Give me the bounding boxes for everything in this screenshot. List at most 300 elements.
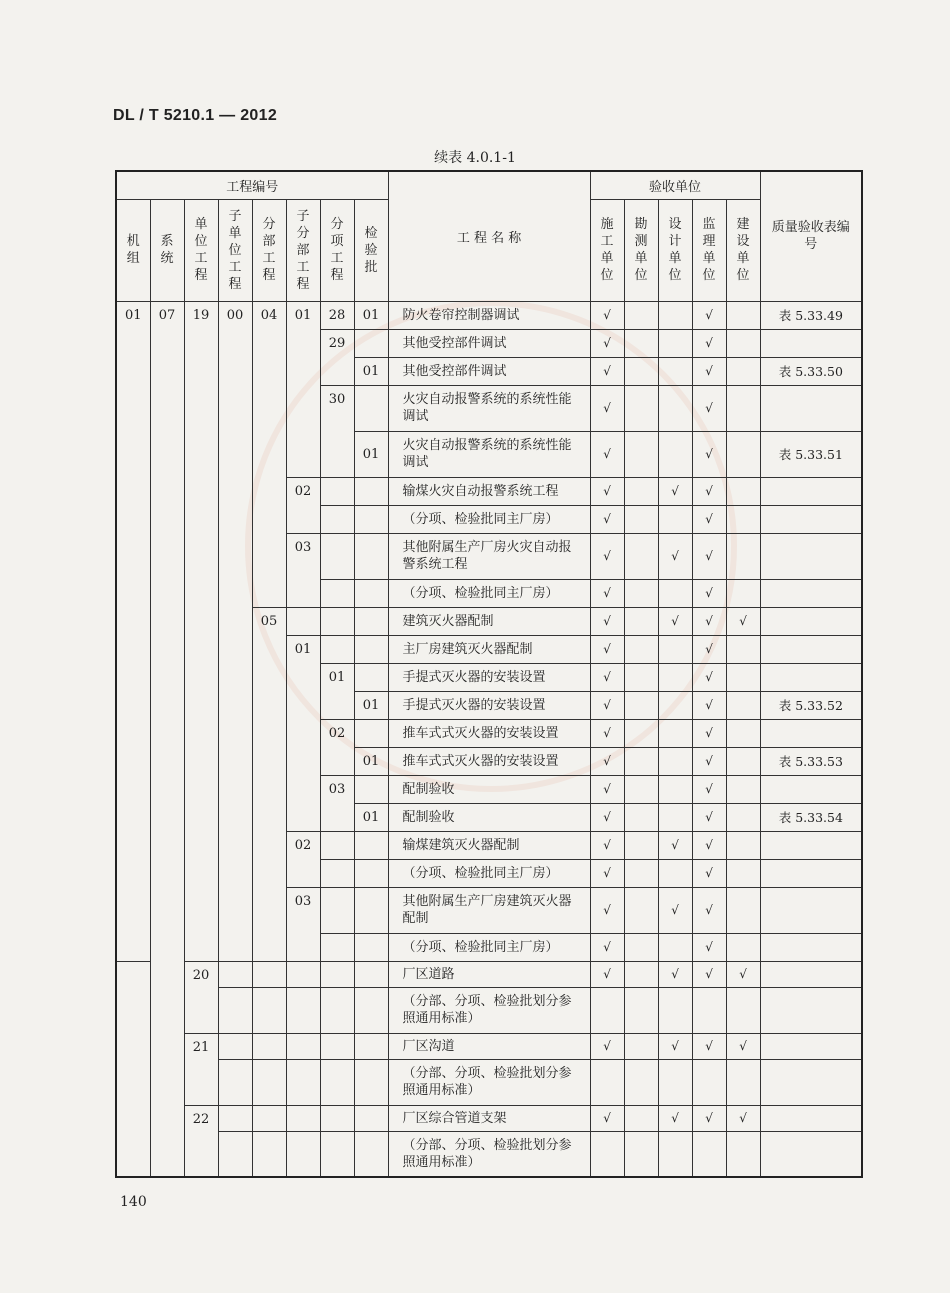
work-name-cell: 其他受控部件调试 <box>388 329 590 357</box>
inspection-lot-cell: 01 <box>354 691 388 719</box>
owner-check <box>726 505 760 533</box>
inspection-lot-cell <box>354 385 388 431</box>
sub-unit-work-cell <box>218 1059 252 1105</box>
form-number-cell: 表 5.33.51 <box>760 431 862 477</box>
inspection-lot-cell <box>354 775 388 803</box>
work-name-cell: （分部、分项、检验批划分参照通用标准） <box>388 987 590 1033</box>
owner-check <box>726 691 760 719</box>
supervision-check: √ <box>692 775 726 803</box>
inspection-lot-cell <box>354 831 388 859</box>
owner-check <box>726 663 760 691</box>
division-work-cell <box>252 1131 286 1177</box>
supervision-check: √ <box>692 505 726 533</box>
design-check <box>658 1131 692 1177</box>
construction-check: √ <box>590 607 624 635</box>
construction-check <box>590 1059 624 1105</box>
table-row <box>116 301 862 329</box>
form-number-cell <box>760 859 862 887</box>
inspection-lot-cell <box>354 961 388 987</box>
inspection-lot-cell <box>354 663 388 691</box>
inspection-lot-cell <box>354 505 388 533</box>
supervision-check: √ <box>692 533 726 579</box>
sub-unit-work-header: 子单位工程 <box>218 199 252 301</box>
work-name-cell: 其他附属生产厂房建筑灭火器配制 <box>388 887 590 933</box>
sub-division-work-cell <box>286 1105 320 1131</box>
survey-check <box>624 831 658 859</box>
construction-check: √ <box>590 1105 624 1131</box>
construction-check: √ <box>590 747 624 775</box>
construction-check: √ <box>590 887 624 933</box>
item-work-cell <box>320 477 354 505</box>
inspection-lot-cell <box>354 533 388 579</box>
inspection-lot-cell: 01 <box>354 747 388 775</box>
sub-division-work-cell: 03 <box>286 887 320 961</box>
construction-check: √ <box>590 663 624 691</box>
design-check <box>658 859 692 887</box>
survey-check <box>624 691 658 719</box>
form-number-cell <box>760 887 862 933</box>
item-work-cell <box>320 1131 354 1177</box>
inspection-lot-cell <box>354 1033 388 1059</box>
unit-work-cell: 21 <box>184 1033 218 1105</box>
table-row <box>116 1105 862 1131</box>
owner-check <box>726 831 760 859</box>
survey-check <box>624 357 658 385</box>
construction-check: √ <box>590 533 624 579</box>
work-name-cell: （分部、分项、检验批划分参照通用标准） <box>388 1131 590 1177</box>
sub-unit-work-cell <box>218 987 252 1033</box>
survey-check <box>624 635 658 663</box>
owner-check <box>726 1131 760 1177</box>
construction-check: √ <box>590 477 624 505</box>
design-check <box>658 775 692 803</box>
inspection-lot-cell <box>354 635 388 663</box>
owner-check <box>726 775 760 803</box>
survey-check <box>624 859 658 887</box>
work-breakdown-table <box>115 170 863 1178</box>
construction-check: √ <box>590 803 624 831</box>
item-work-cell: 30 <box>320 385 354 477</box>
survey-check <box>624 987 658 1033</box>
design-check <box>658 803 692 831</box>
construction-check: √ <box>590 579 624 607</box>
owner-check <box>726 431 760 477</box>
item-work-cell <box>320 505 354 533</box>
inspection-lot-cell: 01 <box>354 357 388 385</box>
design-check <box>658 719 692 747</box>
survey-check <box>624 533 658 579</box>
design-check: √ <box>658 831 692 859</box>
construction-check <box>590 987 624 1033</box>
work-name-cell: 其他受控部件调试 <box>388 357 590 385</box>
unit-header: 机组 <box>116 199 150 301</box>
sub-unit-work-cell: 00 <box>218 301 252 961</box>
design-check: √ <box>658 607 692 635</box>
survey-check <box>624 431 658 477</box>
form-number-cell <box>760 579 862 607</box>
supervision-check: √ <box>692 579 726 607</box>
table-row <box>116 961 862 987</box>
survey-check <box>624 607 658 635</box>
division-work-cell <box>252 987 286 1033</box>
construction-check: √ <box>590 301 624 329</box>
item-work-cell <box>320 859 354 887</box>
work-name-cell: 手提式灭火器的安装设置 <box>388 663 590 691</box>
inspection-lot-cell <box>354 1105 388 1131</box>
design-check: √ <box>658 477 692 505</box>
item-work-cell <box>320 933 354 961</box>
owner-unit-header: 建设单位 <box>726 199 760 301</box>
form-number-cell <box>760 775 862 803</box>
work-name-cell: 火灾自动报警系统的系统性能调试 <box>388 431 590 477</box>
sub-division-work-cell <box>286 987 320 1033</box>
unit-work-cell: 20 <box>184 961 218 1033</box>
survey-check <box>624 663 658 691</box>
item-work-cell <box>320 1105 354 1131</box>
survey-check <box>624 477 658 505</box>
supervision-check: √ <box>692 961 726 987</box>
design-check <box>658 431 692 477</box>
supervision-check: √ <box>692 859 726 887</box>
survey-check <box>624 1059 658 1105</box>
work-name-cell: 其他附属生产厂房火灾自动报警系统工程 <box>388 533 590 579</box>
supervision-check: √ <box>692 887 726 933</box>
inspection-lot-cell <box>354 933 388 961</box>
form-number-cell: 表 5.33.52 <box>760 691 862 719</box>
form-number-cell <box>760 663 862 691</box>
form-number-cell <box>760 477 862 505</box>
work-name-cell: （分项、检验批同主厂房） <box>388 933 590 961</box>
form-number-cell: 表 5.33.49 <box>760 301 862 329</box>
item-work-cell: 29 <box>320 329 354 385</box>
owner-check: √ <box>726 1033 760 1059</box>
item-work-header: 分项工程 <box>320 199 354 301</box>
sub-division-work-cell: 01 <box>286 635 320 831</box>
inspection-lot-header: 检验批 <box>354 199 388 301</box>
unit-cell: 01 <box>116 301 150 961</box>
table-row <box>116 1033 862 1059</box>
item-work-cell <box>320 987 354 1033</box>
supervision-check <box>692 1059 726 1105</box>
design-check: √ <box>658 1033 692 1059</box>
work-name-cell: 火灾自动报警系统的系统性能调试 <box>388 385 590 431</box>
item-work-cell <box>320 579 354 607</box>
owner-check <box>726 477 760 505</box>
form-number-cell <box>760 961 862 987</box>
form-number-header: 质量验收表编号 <box>760 171 862 301</box>
survey-check <box>624 579 658 607</box>
survey-check <box>624 719 658 747</box>
design-check <box>658 301 692 329</box>
construction-check: √ <box>590 505 624 533</box>
construction-check: √ <box>590 933 624 961</box>
work-name-cell: 防火卷帘控制器调试 <box>388 301 590 329</box>
construction-check: √ <box>590 859 624 887</box>
supervision-check: √ <box>692 803 726 831</box>
supervision-check: √ <box>692 663 726 691</box>
work-name-cell: 厂区沟道 <box>388 1033 590 1059</box>
item-work-cell <box>320 831 354 859</box>
survey-check <box>624 1131 658 1177</box>
sub-division-work-cell: 02 <box>286 477 320 533</box>
design-check: √ <box>658 533 692 579</box>
inspection-lot-cell: 01 <box>354 803 388 831</box>
table-row <box>116 1131 862 1177</box>
work-name-cell: 配制验收 <box>388 803 590 831</box>
inspection-lot-cell <box>354 329 388 357</box>
design-check <box>658 357 692 385</box>
supervision-check: √ <box>692 301 726 329</box>
inspection-lot-cell: 01 <box>354 301 388 329</box>
unit-work-cell: 19 <box>184 301 218 961</box>
form-number-cell <box>760 635 862 663</box>
division-work-cell: 04 <box>252 301 286 607</box>
design-check <box>658 691 692 719</box>
item-work-cell <box>320 961 354 987</box>
construction-check: √ <box>590 385 624 431</box>
construction-check: √ <box>590 1033 624 1059</box>
table-row <box>116 1059 862 1105</box>
inspection-lot-cell <box>354 1059 388 1105</box>
system-header: 系统 <box>150 199 184 301</box>
design-check: √ <box>658 961 692 987</box>
item-work-cell <box>320 1059 354 1105</box>
form-number-cell <box>760 1059 862 1105</box>
work-name-cell: 建筑灭火器配制 <box>388 607 590 635</box>
survey-check <box>624 1105 658 1131</box>
sub-division-work-cell <box>286 1033 320 1059</box>
supervision-check: √ <box>692 477 726 505</box>
form-number-cell <box>760 533 862 579</box>
division-work-cell <box>252 1105 286 1131</box>
form-number-cell: 表 5.33.50 <box>760 357 862 385</box>
item-work-cell <box>320 533 354 579</box>
sub-division-work-cell <box>286 607 320 635</box>
construction-check: √ <box>590 635 624 663</box>
construction-unit-header: 施工单位 <box>590 199 624 301</box>
item-work-cell <box>320 607 354 635</box>
supervision-check <box>692 987 726 1033</box>
form-number-cell: 表 5.33.53 <box>760 747 862 775</box>
work-name-cell: 输煤火灾自动报警系统工程 <box>388 477 590 505</box>
design-check <box>658 635 692 663</box>
work-name-cell: （分项、检验批同主厂房） <box>388 579 590 607</box>
page-number: 140 <box>120 1194 147 1210</box>
sub-division-work-cell: 03 <box>286 533 320 607</box>
work-name-cell: 推车式式灭火器的安装设置 <box>388 719 590 747</box>
design-check <box>658 987 692 1033</box>
owner-check <box>726 357 760 385</box>
survey-check <box>624 329 658 357</box>
supervision-check: √ <box>692 431 726 477</box>
work-name-cell: 厂区综合管道支架 <box>388 1105 590 1131</box>
supervision-check <box>692 1131 726 1177</box>
division-work-cell <box>252 961 286 987</box>
form-number-cell <box>760 385 862 431</box>
work-name-cell: （分部、分项、检验批划分参照通用标准） <box>388 1059 590 1105</box>
work-name-cell: （分项、检验批同主厂房） <box>388 505 590 533</box>
design-check <box>658 747 692 775</box>
owner-check <box>726 803 760 831</box>
construction-check: √ <box>590 431 624 477</box>
inspection-lot-cell: 01 <box>354 431 388 477</box>
owner-check: √ <box>726 1105 760 1131</box>
item-work-cell <box>320 1033 354 1059</box>
unit-work-header: 单位工程 <box>184 199 218 301</box>
work-name-cell: 推车式式灭火器的安装设置 <box>388 747 590 775</box>
design-check <box>658 329 692 357</box>
item-work-cell: 02 <box>320 719 354 775</box>
unit-work-cell: 22 <box>184 1105 218 1177</box>
unit-cell <box>116 961 150 1177</box>
design-check <box>658 385 692 431</box>
division-work-cell <box>252 1033 286 1059</box>
table-title: 续表 4.0.1-1 <box>434 150 516 166</box>
sub-unit-work-cell <box>218 1105 252 1131</box>
owner-check <box>726 579 760 607</box>
sub-division-work-cell <box>286 961 320 987</box>
owner-check <box>726 301 760 329</box>
division-work-header: 分部工程 <box>252 199 286 301</box>
design-check <box>658 663 692 691</box>
form-number-cell <box>760 607 862 635</box>
owner-check <box>726 887 760 933</box>
construction-check: √ <box>590 691 624 719</box>
sub-unit-work-cell <box>218 1033 252 1059</box>
construction-check <box>590 1131 624 1177</box>
owner-check: √ <box>726 607 760 635</box>
system-cell: 07 <box>150 301 184 1177</box>
design-check <box>658 579 692 607</box>
group-numbering-header: 工程编号 <box>116 171 388 199</box>
survey-unit-header: 勘测单位 <box>624 199 658 301</box>
owner-check <box>726 859 760 887</box>
sub-division-work-cell <box>286 1131 320 1177</box>
work-name-cell: 输煤建筑灭火器配制 <box>388 831 590 859</box>
inspection-lot-cell <box>354 579 388 607</box>
inspection-lot-cell <box>354 719 388 747</box>
owner-check <box>726 329 760 357</box>
supervision-check: √ <box>692 357 726 385</box>
owner-check <box>726 987 760 1033</box>
construction-check: √ <box>590 329 624 357</box>
form-number-cell <box>760 505 862 533</box>
survey-check <box>624 961 658 987</box>
inspection-lot-cell <box>354 859 388 887</box>
owner-check <box>726 719 760 747</box>
supervision-check: √ <box>692 635 726 663</box>
survey-check <box>624 301 658 329</box>
survey-check <box>624 747 658 775</box>
construction-check: √ <box>590 357 624 385</box>
inspection-lot-cell <box>354 887 388 933</box>
sub-division-work-header: 子分部工程 <box>286 199 320 301</box>
work-name-cell: 配制验收 <box>388 775 590 803</box>
supervision-unit-header: 监理单位 <box>692 199 726 301</box>
acceptance-units-header: 验收单位 <box>590 171 760 199</box>
standard-code: DL / T 5210.1 — 2012 <box>113 107 278 124</box>
owner-check: √ <box>726 961 760 987</box>
design-check: √ <box>658 1105 692 1131</box>
inspection-lot-cell <box>354 987 388 1033</box>
work-name-cell: 主厂房建筑灭火器配制 <box>388 635 590 663</box>
survey-check <box>624 887 658 933</box>
supervision-check: √ <box>692 385 726 431</box>
item-work-cell <box>320 635 354 663</box>
form-number-cell <box>760 329 862 357</box>
form-number-cell <box>760 1131 862 1177</box>
table-row <box>116 987 862 1033</box>
supervision-check: √ <box>692 933 726 961</box>
survey-check <box>624 775 658 803</box>
survey-check <box>624 803 658 831</box>
supervision-check: √ <box>692 831 726 859</box>
survey-check <box>624 933 658 961</box>
supervision-check: √ <box>692 329 726 357</box>
division-work-cell: 05 <box>252 607 286 961</box>
survey-check <box>624 1033 658 1059</box>
supervision-check: √ <box>692 719 726 747</box>
item-work-cell <box>320 887 354 933</box>
work-name-cell: 手提式灭火器的安装设置 <box>388 691 590 719</box>
supervision-check: √ <box>692 1033 726 1059</box>
survey-check <box>624 505 658 533</box>
construction-check: √ <box>590 719 624 747</box>
design-unit-header: 设计单位 <box>658 199 692 301</box>
owner-check <box>726 385 760 431</box>
inspection-lot-cell <box>354 1131 388 1177</box>
supervision-check: √ <box>692 691 726 719</box>
form-number-cell: 表 5.33.54 <box>760 803 862 831</box>
item-work-cell: 28 <box>320 301 354 329</box>
survey-check <box>624 385 658 431</box>
form-number-cell <box>760 719 862 747</box>
form-number-cell <box>760 1033 862 1059</box>
supervision-check: √ <box>692 747 726 775</box>
form-number-cell <box>760 933 862 961</box>
owner-check <box>726 635 760 663</box>
design-check: √ <box>658 887 692 933</box>
owner-check <box>726 747 760 775</box>
work-name-cell: （分项、检验批同主厂房） <box>388 859 590 887</box>
construction-check: √ <box>590 775 624 803</box>
form-number-cell <box>760 1105 862 1131</box>
sub-division-work-cell: 02 <box>286 831 320 887</box>
item-work-cell: 03 <box>320 775 354 831</box>
design-check <box>658 1059 692 1105</box>
inspection-lot-cell <box>354 477 388 505</box>
construction-check: √ <box>590 961 624 987</box>
owner-check <box>726 1059 760 1105</box>
sub-division-work-cell <box>286 1059 320 1105</box>
supervision-check: √ <box>692 607 726 635</box>
item-work-cell: 01 <box>320 663 354 719</box>
owner-check <box>726 533 760 579</box>
sub-unit-work-cell <box>218 961 252 987</box>
supervision-check: √ <box>692 1105 726 1131</box>
construction-check: √ <box>590 831 624 859</box>
sub-unit-work-cell <box>218 1131 252 1177</box>
form-number-cell <box>760 987 862 1033</box>
design-check <box>658 933 692 961</box>
division-work-cell <box>252 1059 286 1105</box>
design-check <box>658 505 692 533</box>
sub-division-work-cell: 01 <box>286 301 320 477</box>
inspection-lot-cell <box>354 607 388 635</box>
owner-check <box>726 933 760 961</box>
form-number-cell <box>760 831 862 859</box>
work-name-cell: 厂区道路 <box>388 961 590 987</box>
